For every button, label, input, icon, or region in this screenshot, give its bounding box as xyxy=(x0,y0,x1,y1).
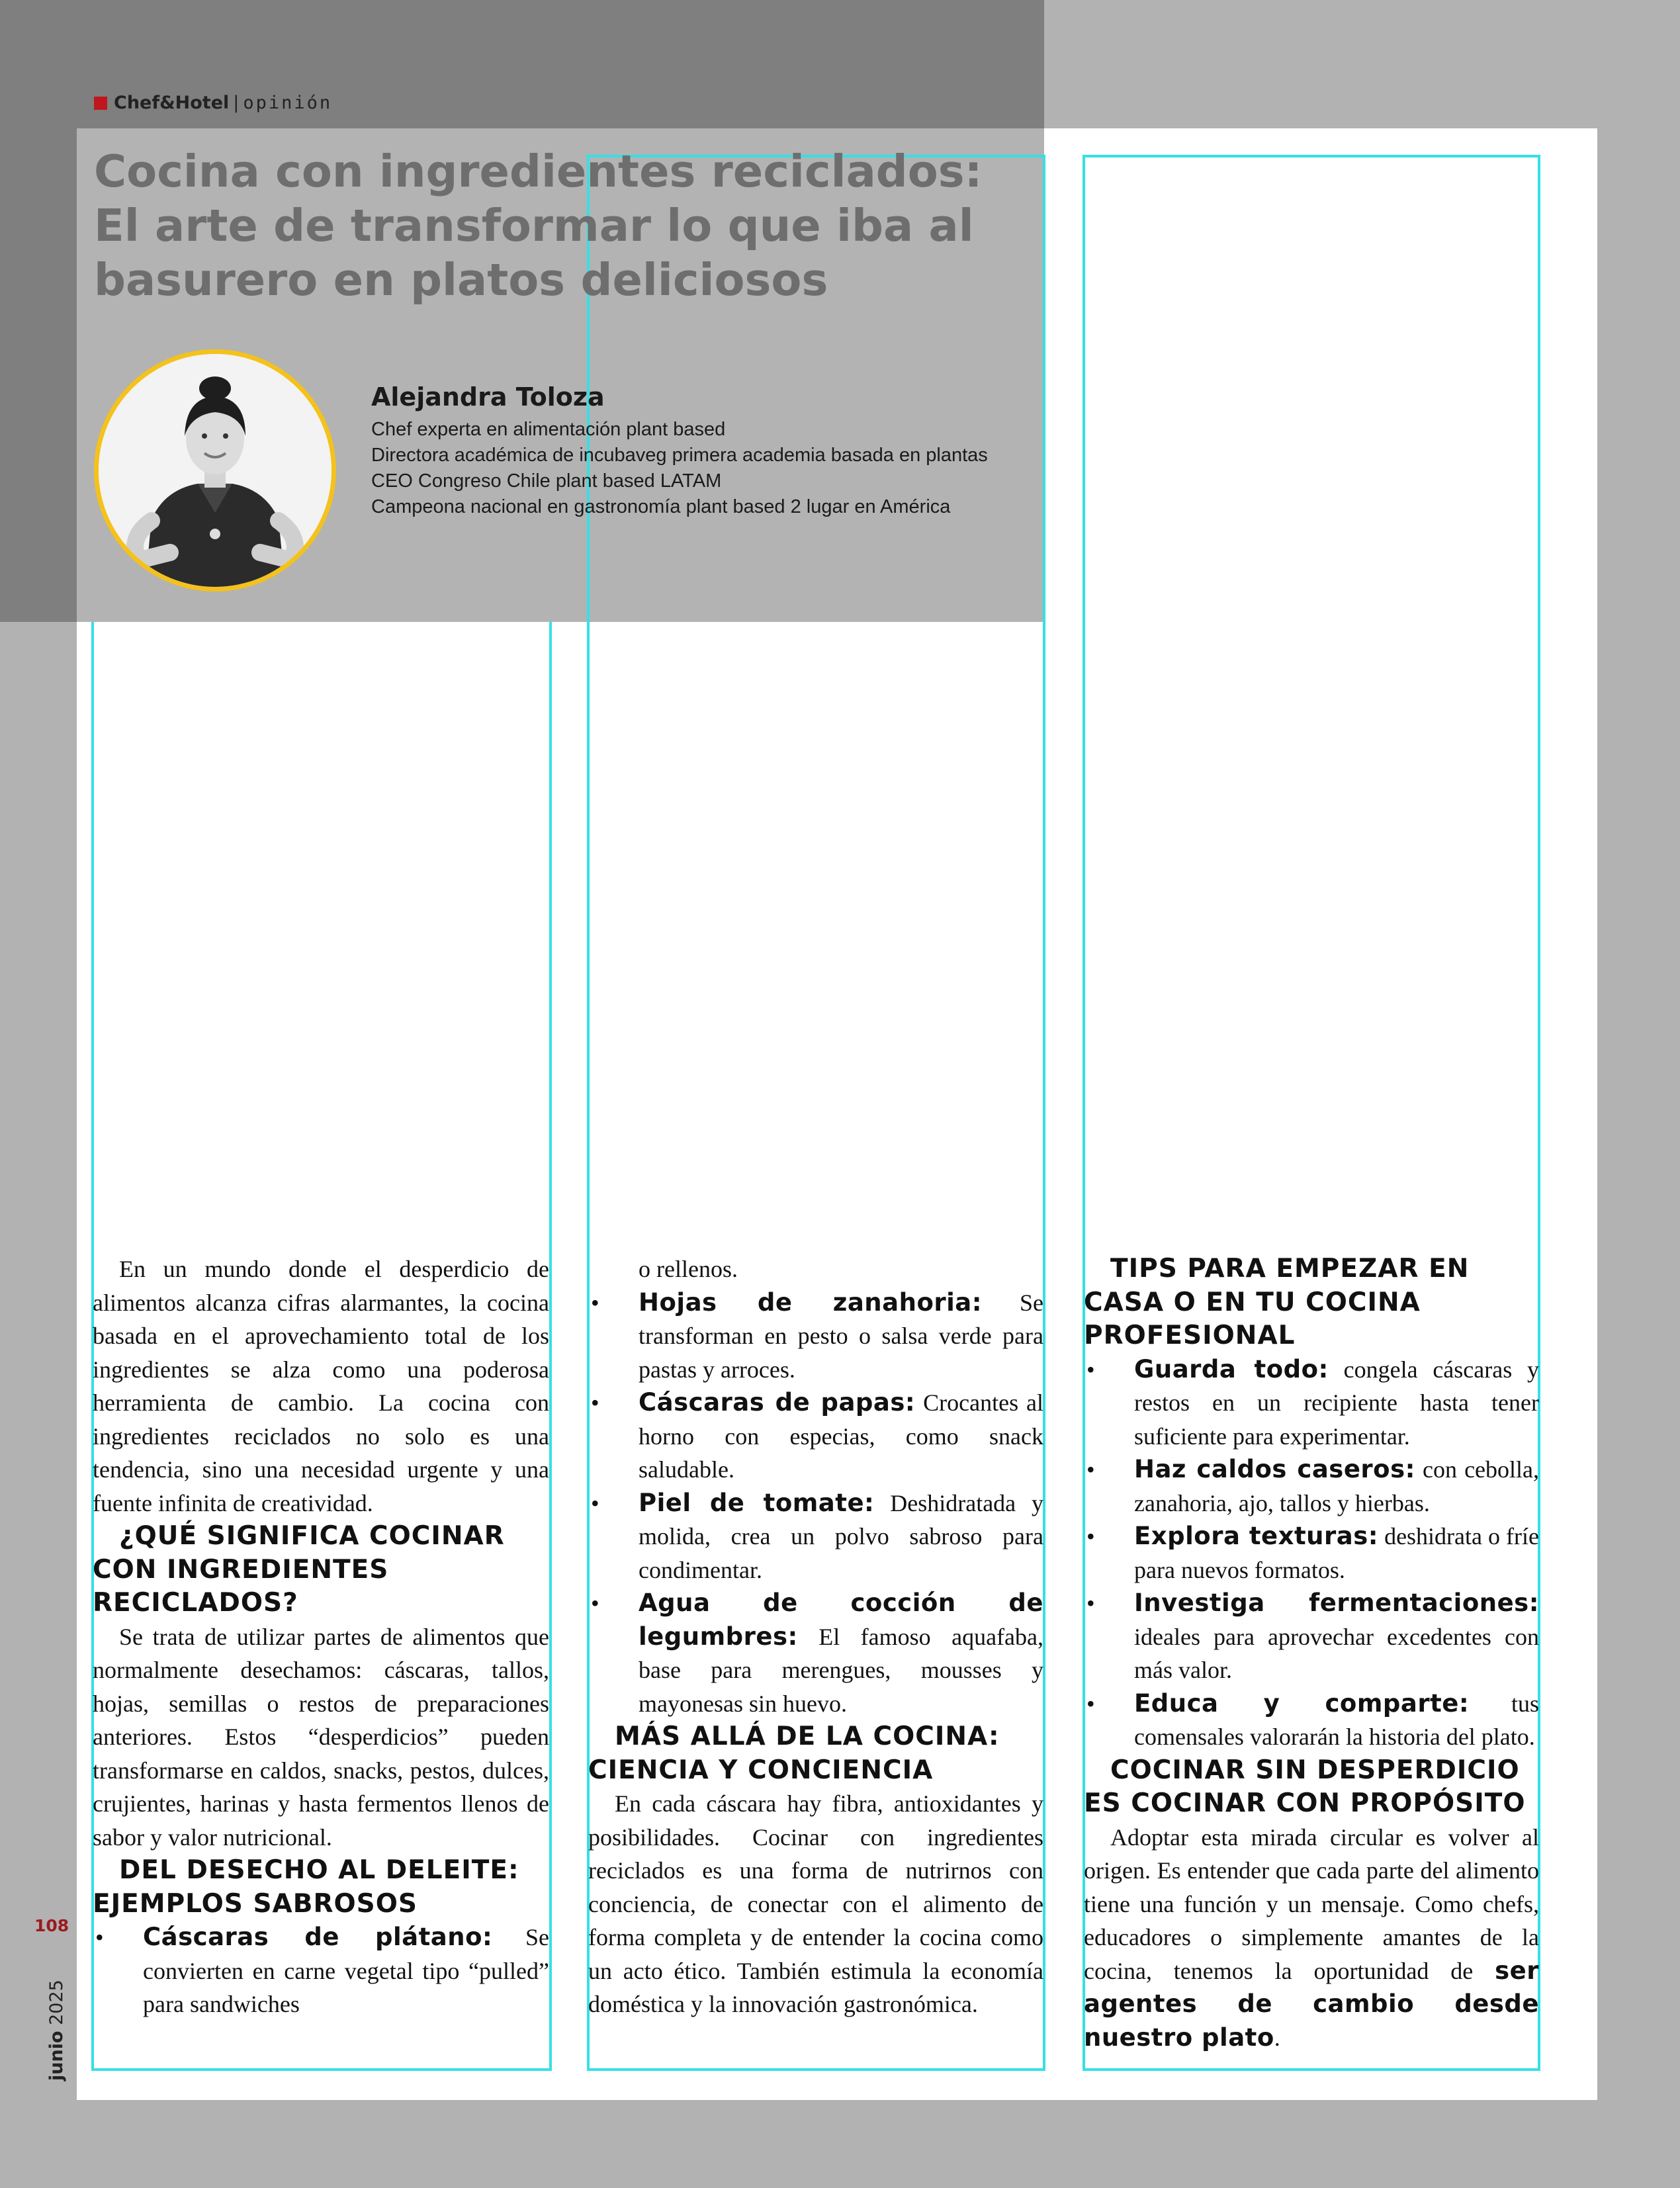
list-item-text: Se convierten en carne vegetal tipo “pulled” para sandwiches xyxy=(143,1924,549,2017)
examples-list xyxy=(588,1286,1043,1721)
list-item xyxy=(93,1921,549,2021)
issue-date xyxy=(46,1980,67,2081)
section-heading xyxy=(93,1854,549,1921)
article-column-2 xyxy=(588,1252,1043,2021)
tips-list xyxy=(1084,1353,1539,1754)
section-heading xyxy=(93,1520,549,1620)
list-item-label: Haz caldos caseros: xyxy=(1134,1455,1415,1483)
heading-line: CON INGREDIENTES xyxy=(93,1554,389,1585)
list-item xyxy=(1084,1587,1539,1687)
issue-year: 2025 xyxy=(46,1980,67,2025)
list-item-label: Hojas de zanahoria: xyxy=(639,1288,983,1317)
closing-period: . xyxy=(1274,2024,1280,2051)
author-role: Directora académica de incubaveg primera academia basada en plantas xyxy=(371,445,988,466)
section-separator: | xyxy=(233,93,240,113)
list-item-text: Deshidratada y molida, crea un polvo sabroso para condimentar. xyxy=(639,1489,1044,1583)
author-portrait-icon xyxy=(99,354,332,587)
list-item xyxy=(588,1386,1043,1487)
title-line: El arte de transformar lo que iba al xyxy=(94,200,974,251)
list-item-label: Piel de tomate: xyxy=(639,1488,875,1517)
heading-line: TIPS PARA EMPEZAR EN xyxy=(1110,1254,1470,1284)
heading-line: MÁS ALLÁ DE LA COCINA: xyxy=(615,1722,1000,1751)
list-item-text: con cebolla, zanahoria, ajo, tallos y hierbas. xyxy=(1134,1456,1540,1516)
heading-line: EJEMPLOS SABROSOS xyxy=(93,1888,418,1919)
section-heading xyxy=(1084,1252,1539,1353)
list-item-text: El famoso aquafaba, base para merengues, mousses y mayonesas sin huevo. xyxy=(639,1623,1043,1717)
list-item-text: congela cáscaras y restos en un recipiente hasta tener suficiente para experimentar. xyxy=(1134,1356,1540,1450)
author-role: CEO Congreso Chile plant based LATAM xyxy=(371,470,722,492)
closing-paragraph xyxy=(1084,1821,1539,2055)
list-item-label: Guarda todo: xyxy=(1134,1354,1329,1383)
list-item-label: Investiga fermentaciones: xyxy=(1134,1589,1539,1617)
heading-line: RECICLADOS? xyxy=(93,1588,298,1618)
body-paragraph: En cada cáscara hay fibra, antioxidantes y posibilidades. Cocinar con ingredientes reciclados es una forma de nutrirnos con conciencia, de conectar con el alimento de forma completa y de entender la cocina como un acto ético. También estimula la economía doméstica y la innovación gastronómica. xyxy=(588,1790,1043,2017)
list-item-label: Cáscaras de plátano: xyxy=(143,1923,493,1951)
list-item-continuation: o rellenos. xyxy=(639,1256,738,1282)
heading-line: DEL DESECHO AL DELEITE: xyxy=(119,1855,519,1885)
article-column-1 xyxy=(93,1252,549,2021)
title-line: basurero en platos deliciosos xyxy=(94,254,828,306)
examples-list xyxy=(93,1921,549,2021)
author-role: Chef experta en alimentación plant based xyxy=(371,419,726,440)
list-item-text: tus comensales valorarán la historia del plato. xyxy=(1134,1690,1539,1750)
section-heading xyxy=(1084,1754,1539,1821)
list-item xyxy=(588,1487,1043,1587)
list-item-label: Educa y comparte: xyxy=(1134,1688,1470,1718)
title-line: Cocina con ingredientes reciclados: xyxy=(94,146,983,197)
body-paragraph: Se trata de utilizar partes de alimentos que normalmente desechamos: cáscaras, tallos, hojas, semillas o restos de preparaciones anteriores. Estos “desperdicios” pueden transformarse en caldos, snacks, pestos, dulces, crujientes, harinas y hasta fermentos llenos de sabor y valor nutricional. xyxy=(93,1623,549,1851)
closing-emphasis: ser agentes de cambio desde nuestro plato xyxy=(1084,1956,1539,2052)
magazine-brand: Chef&Hotel xyxy=(114,93,230,113)
page-number: 108 xyxy=(34,1916,69,1935)
issue-month: junio xyxy=(46,2031,67,2081)
list-item xyxy=(588,1587,1043,1720)
list-item-text: deshidrata o fríe para nuevos formatos. xyxy=(1134,1523,1539,1583)
closing-text: Adoptar esta mirada circular es volver al origen. Es entender que cada parte del alimento tiene una función y un mensaje. Como chefs, educadores o simplemente amantes de la cocina, tenemos la oportunidad de xyxy=(1084,1823,1539,1984)
article-title xyxy=(94,144,1020,307)
section-tag xyxy=(94,93,332,113)
list-item-text: Crocantes al horno con especias, como snack saludable. xyxy=(639,1389,1043,1483)
list-item xyxy=(1084,1520,1539,1587)
heading-line: CIENCIA Y CONCIENCIA xyxy=(588,1755,934,1785)
author-role: Campeona nacional en gastronomía plant based 2 lugar en América xyxy=(371,496,951,517)
list-item xyxy=(1084,1353,1539,1454)
list-item-label: Explora texturas: xyxy=(1134,1522,1379,1550)
heading-line: ¿QUÉ SIGNIFICA COCINAR xyxy=(119,1521,505,1551)
section-heading xyxy=(588,1720,1043,1787)
heading-line: CASA O EN TU COCINA xyxy=(1084,1287,1421,1317)
intro-paragraph: En un mundo donde el desperdicio de alimentos alcanza cifras alarmantes, la cocina basada en el aprovechamiento total de los ingredientes se alza como una poderosa herramienta de cambio. La cocina con ingredientes reciclados no solo es una tendencia, sino una necesidad urgente y una fuente infinita de creatividad. xyxy=(93,1256,549,1516)
list-item xyxy=(1084,1687,1539,1754)
article-column-3 xyxy=(1084,1252,1539,2054)
section-name: opinión xyxy=(243,93,333,113)
author-block xyxy=(371,382,988,520)
list-item xyxy=(588,1286,1043,1387)
list-item-text: ideales para aprovechar excedentes con más valor. xyxy=(1134,1623,1539,1683)
author-photo xyxy=(94,349,336,591)
section-marker-icon xyxy=(94,97,107,110)
heading-line: COCINAR SIN DESPERDICIO xyxy=(1110,1755,1520,1785)
heading-line: PROFESIONAL xyxy=(1084,1321,1296,1350)
list-item-label: Agua de cocción de legumbres: xyxy=(639,1589,1043,1651)
list-item-text: Se transforman en pesto o salsa verde para pastas y arroces. xyxy=(639,1289,1044,1383)
author-name: Alejandra Toloza xyxy=(371,382,605,412)
heading-line: ES COCINAR CON PROPÓSITO xyxy=(1084,1788,1526,1818)
list-item xyxy=(1084,1453,1539,1520)
list-item-label: Cáscaras de papas: xyxy=(639,1388,916,1417)
